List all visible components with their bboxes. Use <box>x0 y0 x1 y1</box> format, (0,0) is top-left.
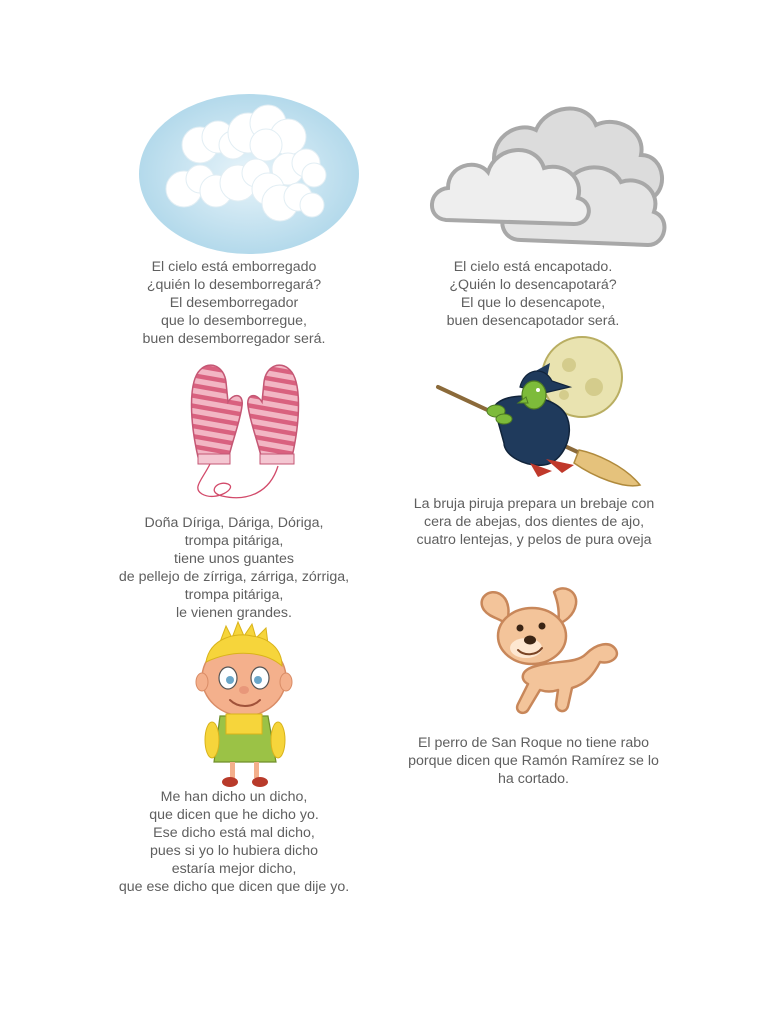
verse-line: buen desencapotador será. <box>446 312 620 329</box>
storm-cloud-icon <box>426 100 672 250</box>
verse-line: Ese dicho está mal dicho, <box>153 824 315 841</box>
mittens-icon <box>188 362 306 502</box>
verse-line: que dicen que he dicho yo. <box>149 806 319 823</box>
verse-dicho <box>94 789 374 896</box>
verse-text: El perro de San Roque no tiene rabo porque dicen que Ramón Ramírez se lo ha cortado. <box>408 735 659 787</box>
verse-line: de pellejo de zírriga, zárriga, zórriga, <box>118 568 350 585</box>
verse-dona-diriga <box>94 515 374 622</box>
verse-emborregado <box>94 259 374 349</box>
verse-line: ¿quién lo desemborregará? <box>146 276 322 293</box>
verse-line: trompa pitáriga, <box>184 532 284 549</box>
verse-line: El que lo desencapote, <box>460 294 606 311</box>
verse-line: trompa pitáriga, <box>184 586 284 603</box>
verse-line: buen desemborregador será. <box>142 330 326 347</box>
verse-line: Me han dicho un dicho, <box>160 789 308 805</box>
verse-bruja-piruja <box>409 496 659 550</box>
verse-line: El desemborregador <box>169 294 299 311</box>
verse-line: ¿Quién lo desencapotará? <box>449 276 617 293</box>
verse-line: que lo desemborregue, <box>161 312 307 329</box>
dog-icon <box>476 584 622 720</box>
verse-perro-san-roque <box>400 735 667 789</box>
verse-line: El cielo está emborregado <box>151 259 317 275</box>
verse-line: El cielo está encapotado. <box>453 259 613 275</box>
verse-line: Doña Díriga, Dáriga, Dóriga, <box>144 515 324 531</box>
verse-line: tiene unos guantes <box>174 550 294 567</box>
verse-line: le vienen grandes. <box>176 604 292 621</box>
sky-clouds-icon <box>138 93 360 255</box>
verse-text: La bruja piruja prepara un brebaje con cera de abejas, dos dientes de ajo, cuatro lentejas, y pelos de pura oveja <box>413 496 655 548</box>
verse-line: estaría mejor dicho, <box>171 860 297 877</box>
verse-line: pues si yo lo hubiera dicho <box>150 842 318 859</box>
verse-encapotado <box>393 259 673 331</box>
verse-line: que ese dicho que dicen que dije yo. <box>118 878 350 895</box>
child-icon <box>196 622 296 790</box>
witch-on-broom-icon <box>434 335 646 493</box>
